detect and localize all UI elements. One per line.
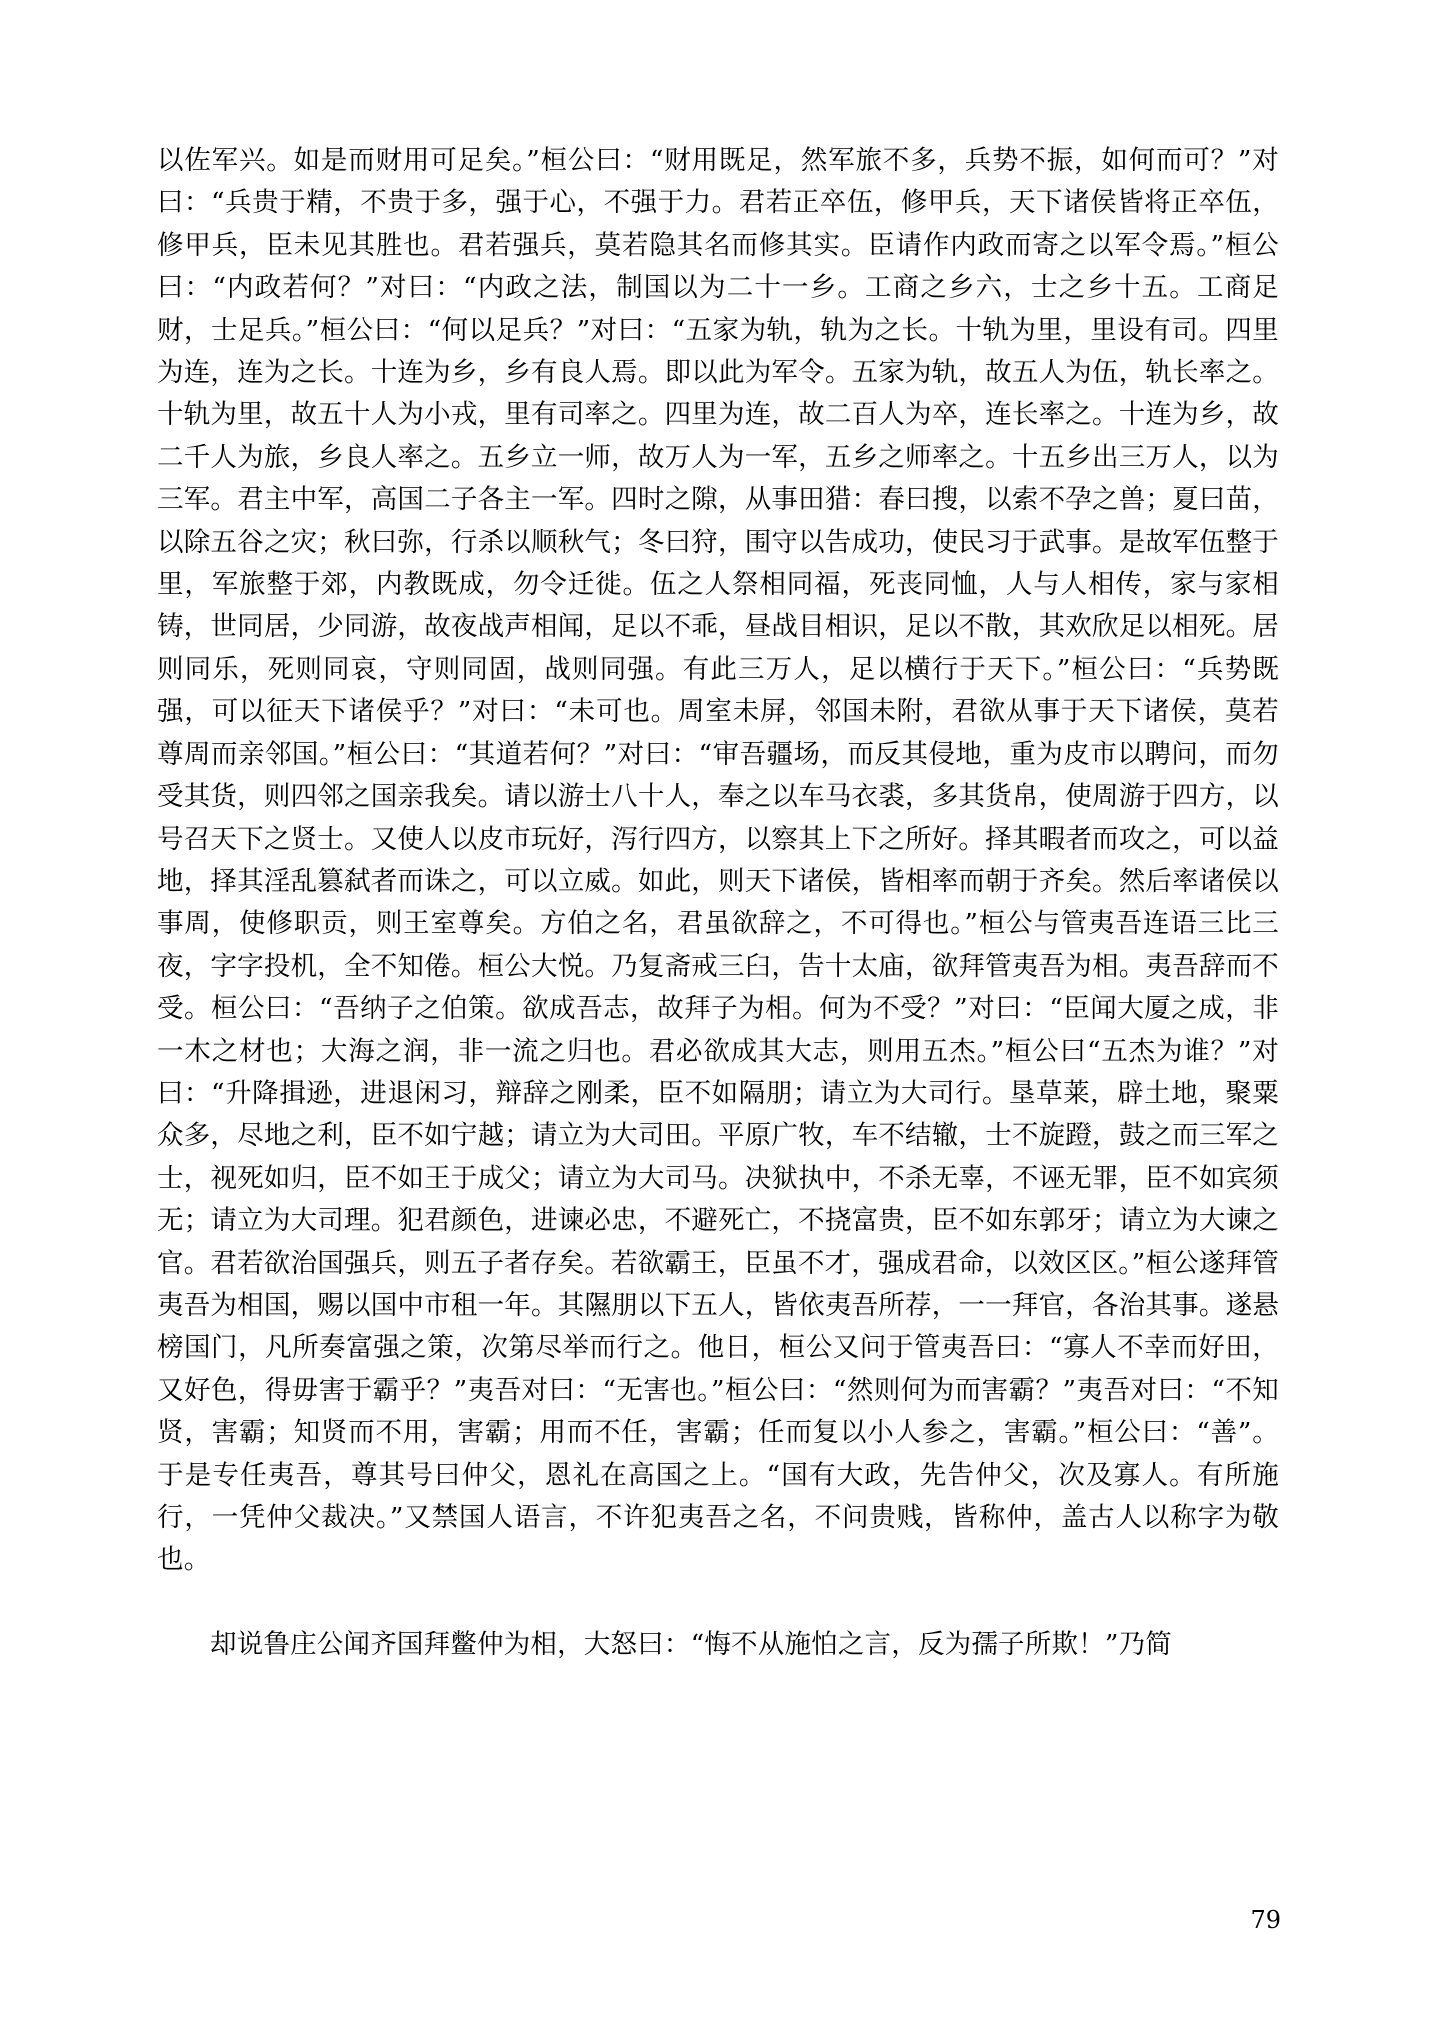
paragraph-1: 以佐军兴。如是而财用可足矣。”桓公曰：“财用既足，然军旅不多，兵势不振，如何而可？”对曰：“兵贵于精，不贵于多，强于心，不强于力。君若正卒伍，修甲兵，天下诸侯皆将正卒伍，修甲兵，臣未见其胜也。君若强兵，莫若隐其名而修其实。臣请作内政而寄之以军令焉。”桓公曰：“内政若何？”对曰：“内政之法，制国以为二十一乡。工商之乡六，士之乡十五。工商足财，士足兵。”桓公曰：“何以足兵？”对曰：“五家为轨，轨为之长。十轨为里，里设有司。四里为连，连为之长。十连为乡，乡有良人焉。即以此为军令。五家为轨，故五人为伍，轨长率之。十轨为里，故五十人为小戎，里有司率之。四里为连，故二百人为卒，连长率之。十连为乡，故二千人为旅，乡良人率之。五乡立一师，故万人为一军，五乡之师率之。十五乡出三万人，以为三军。君主中军，高国二子各主一军。四时之隙，从事田猎：春曰搜，以索不孕之兽；夏曰苗，以除五谷之灾；秋曰弥，行杀以顺秋气；冬曰狩，围守以告成功，使民习于武事。是故军伍整于里，军旅整于郊，内教既成，勿令迁徙。伍之人祭相同福，死丧同恤，人与人相传，家与家相铸，世同居，少同游，故夜战声相闻，足以不乖，昼战目相识，足以不散，其欢欣足以相死。居则同乐，死则同哀，守则同固，战则同强。有此三万人，足以横行于天下。”桓公曰：“兵势既强，可以征天下诸侯乎？”对曰：“未可也。周室未屏，邻国未附，君欲从事于天下诸侯，莫若尊周而亲邻国。”桓公曰：“其道若何？”对曰：“审吾疆场，而反其侵地，重为皮市以聘问，而勿受其货，则四邻之国亲我矣。请以游士八十人，奉之以车马衣裘，多其货帛，使周游于四方，以号召天下之贤士。又使人以皮市玩好，泻行四方，以察其上下之所好。择其暇者而攻之，可以益地，择其淫乱篡弑者而诛之，可以立威。如此，则天下诸侯，皆相率而朝于齐矣。然后率诸侯以事周，使修职贡，则王室尊矣。方伯之名，君虽欲辞之，不可得也。”桓公与管夷吾连语三比三夜，字字投机，全不知倦。桓公大悦。乃复斋戒三臼，告十太庙，欲拜管夷吾为相。夷吾辞而不受。桓公曰：“吾纳子之伯策。欲成吾志，故拜子为相。何为不受？”对曰：“臣闻大厦之成，非一木之材也；大海之润，非一流之归也。君必欲成其大志，则用五杰。”桓公曰“五杰为谁？”对曰：“升降揖逊，进退闲习，辩辞之刚柔，臣不如隔朋；请立为大司行。垦草莱，辟土地，聚粟众多，尽地之利，臣不如宁越；请立为大司田。平原广牧，车不结辙，士不旋蹬，鼓之而三军之士，视死如归，臣不如王于成父；请立为大司马。决狱执中，不杀无辜，不诬无罪，臣不如宾须无；请立为大司理。犯君颜色，进谏必忠，不避死亡，不挠富贵，臣不如东郭牙；请立为大谏之官。君若欲治国强兵，则五子者存矣。若欲霸王，臣虽不才，强成君命，以效区区。”桓公遂拜管夷吾为相国，赐以国中市租一年。其隰朋以下五人，皆依夷吾所荐，一一拜官，各治其事。遂悬榜国门，凡所奏富强之策，次第尽举而行之。他日，桓公又问于管夷吾曰：“寡人不幸而好田，又好色，得毋害于霸乎？”夷吾对曰：“无害也。”桓公曰：“然则何为而害霸？”夷吾对曰：“不知贤，害霸；知贤而不用，害霸；用而不任，害霸；任而复以小人参之，害霸。”桓公曰：“善”。于是专任夷吾，尊其号曰仲父，恩礼在高国之上。“国有大政，先告仲父，次及寡人。有所施行，一凭仲父裁决。”又禁国人语言，不许犯夷吾之名，不问贵贱，皆称仲，盖古人以称字为敬也。	[157, 145, 1279, 1576]
paragraph-2: 却说鲁庄公闻齐国拜鳖仲为相，大怒曰：“悔不从施怕之言，反为孺子所欺！”乃简	[210, 1628, 1172, 1660]
page-number: 79	[1250, 1906, 1281, 1934]
body-text-column	[157, 140, 1279, 1666]
